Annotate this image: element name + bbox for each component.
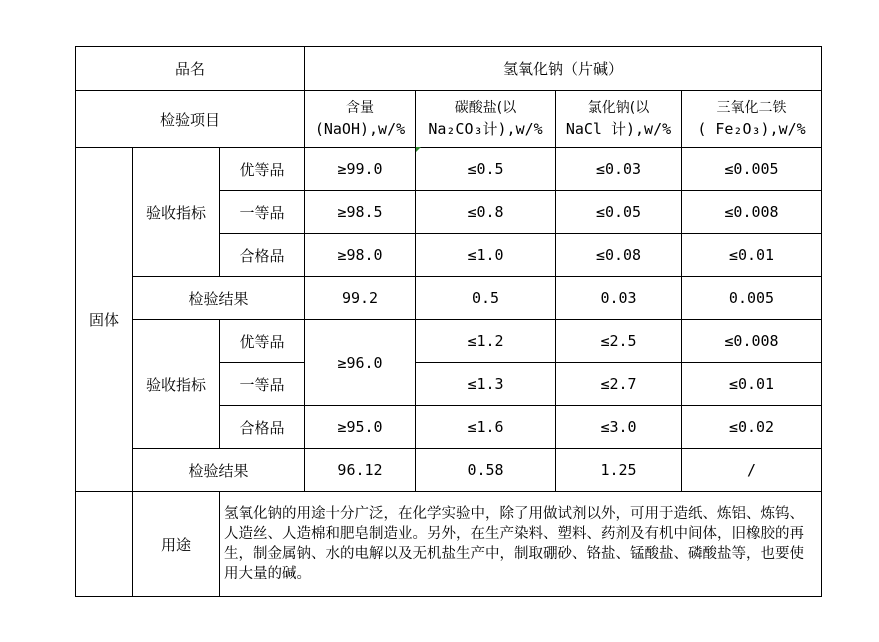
value-cell: ≤1.6 — [416, 406, 556, 449]
result-label: 检验结果 — [133, 277, 305, 320]
value-cell: ≤1.2 — [416, 320, 556, 363]
value-cell: ≤2.7 — [556, 363, 682, 406]
product-label: 品名 — [76, 47, 305, 91]
result-row — [76, 449, 822, 492]
grade-label: 优等品 — [220, 148, 305, 191]
header-iron-oxide — [682, 91, 822, 148]
value-cell: ≤3.0 — [556, 406, 682, 449]
result-value: 0.5 — [416, 277, 556, 320]
value-cell: ≤0.008 — [682, 191, 822, 234]
header-iron-oxide-line2: ( Fe₂O₃),w/% — [697, 120, 806, 138]
header-content-line2: (NaOH),w/% — [314, 120, 406, 138]
value-cell: ≤0.8 — [416, 191, 556, 234]
items-header-row — [76, 91, 822, 148]
result-label: 检验结果 — [133, 449, 305, 492]
index-label: 验收指标 — [133, 320, 220, 449]
result-value: 99.2 — [305, 277, 416, 320]
grade-label: 优等品 — [220, 320, 305, 363]
value-cell: ≤1.0 — [416, 234, 556, 277]
grade-label: 合格品 — [220, 406, 305, 449]
header-content-line1: 含量 — [346, 100, 374, 116]
product-name: 氢氧化钠（片碱） — [305, 47, 822, 91]
value-cell: ≥98.5 — [305, 191, 416, 234]
header-carbonate-line1: 碳酸盐(以 — [454, 100, 517, 116]
header-carbonate-line2: Na₂CO₃计),w/% — [428, 120, 543, 138]
header-chloride — [556, 91, 682, 148]
value-cell: ≤0.02 — [682, 406, 822, 449]
result-value: 0.58 — [416, 449, 556, 492]
cell-comment-marker — [416, 147, 421, 152]
grade-label: 一等品 — [220, 191, 305, 234]
value-cell: ≤0.08 — [556, 234, 682, 277]
result-value: 96.12 — [305, 449, 416, 492]
value-cell: ≤0.005 — [682, 148, 822, 191]
table-row — [76, 148, 822, 191]
value-cell: ≥98.0 — [305, 234, 416, 277]
value-cell: ≤0.008 — [682, 320, 822, 363]
value-cell: ≤1.3 — [416, 363, 556, 406]
product-row — [76, 47, 822, 91]
result-value: / — [682, 449, 822, 492]
result-value: 0.03 — [556, 277, 682, 320]
usage-spacer — [76, 492, 133, 597]
items-label: 检验项目 — [76, 91, 305, 148]
usage-text: 氢氧化钠的用途十分广泛，在化学实验中，除了用做试剂以外，可用于造纸、炼铝、炼钨、人造丝、人造棉和肥皂制造业。另外，在生产染料、塑料、药剂及有机中间体，旧橡胶的再生，制金属钠、水的电解以及无机盐生产中，制取硼砂、铬盐、锰酸盐、磷酸盐等，也要使用大量的碱。 — [220, 492, 822, 597]
header-iron-oxide-line1: 三氧化二铁 — [716, 100, 787, 116]
result-value: 0.005 — [682, 277, 822, 320]
header-chloride-line2: NaCl 计),w/% — [565, 120, 672, 138]
value-cell: ≤2.5 — [556, 320, 682, 363]
usage-row — [76, 492, 822, 597]
grade-label: 一等品 — [220, 363, 305, 406]
header-carbonate — [416, 91, 556, 148]
solid-label: 固体 — [76, 148, 133, 492]
header-chloride-line1: 氯化钠(以 — [587, 100, 650, 116]
result-value: 1.25 — [556, 449, 682, 492]
value-cell: ≥96.0 — [305, 320, 416, 406]
value-cell: ≤0.01 — [682, 363, 822, 406]
spec-table — [75, 46, 822, 597]
value-cell: ≤0.01 — [682, 234, 822, 277]
value-cell: ≤0.03 — [556, 148, 682, 191]
value-cell: ≤0.05 — [556, 191, 682, 234]
index-label: 验收指标 — [133, 148, 220, 277]
header-content — [305, 91, 416, 148]
result-row — [76, 277, 822, 320]
value-cell: ≥95.0 — [305, 406, 416, 449]
value-cell: ≥99.0 — [305, 148, 416, 191]
grade-label: 合格品 — [220, 234, 305, 277]
value-cell: ≤0.5 — [416, 148, 556, 191]
usage-label: 用途 — [133, 492, 220, 597]
table-row — [76, 320, 822, 363]
